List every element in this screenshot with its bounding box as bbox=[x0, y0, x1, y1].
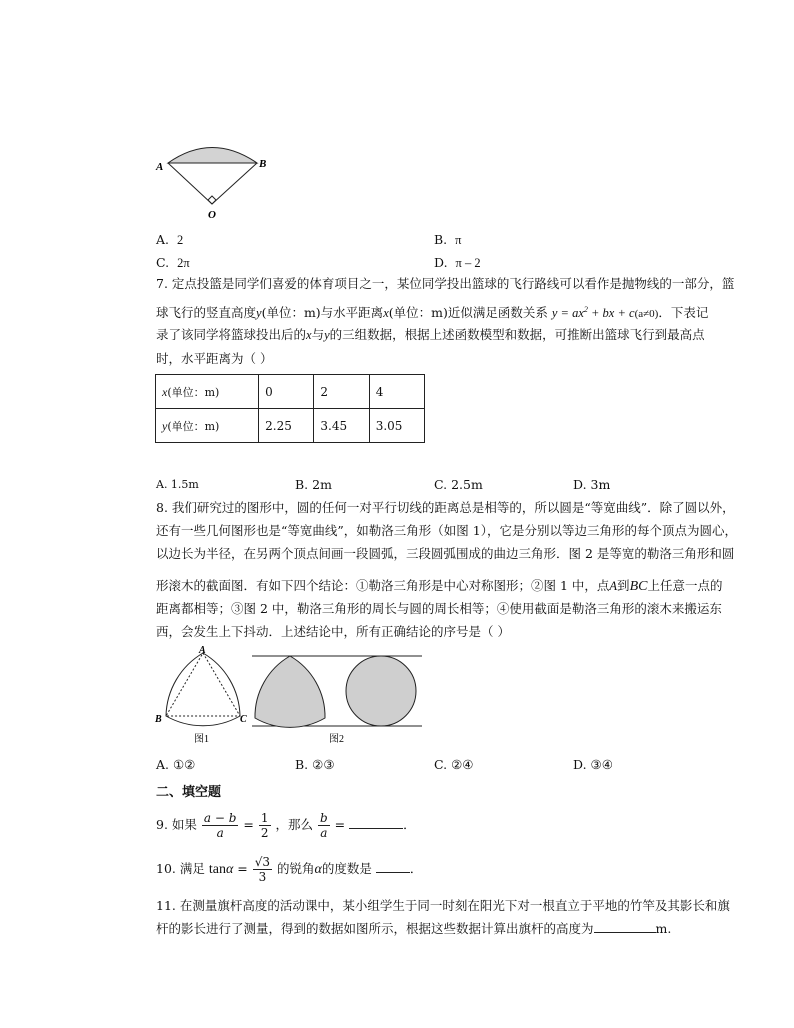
q8-option-c[interactable]: C. ②④ bbox=[434, 757, 474, 772]
inner-triangle bbox=[166, 653, 240, 716]
fig1-caption: 图1 bbox=[194, 734, 209, 745]
q8-line-6: 西，会发生上下抖动．上述结论中，所有正确结论的序号是（ ） bbox=[156, 624, 510, 639]
q6-option-c[interactable]: C. 2π bbox=[156, 255, 190, 270]
q9-answer-blank[interactable] bbox=[349, 817, 403, 829]
q10-line: 10. 满足 tanα = $\frac{√3}{3}$ 的锐角α的度数是 ． bbox=[156, 855, 423, 884]
q9-fraction-1: $\frac{a - b}{a}$ bbox=[203, 811, 237, 840]
label-b: B bbox=[259, 158, 267, 170]
table-cell: 2.25 bbox=[259, 409, 314, 443]
q7-option-d[interactable]: D. 3m bbox=[573, 477, 611, 492]
q8-line-3: 以边长为半径，在另两个顶点间画一段圆弧，三段圆弧围成的曲边三角形．图 2 是等宽的勒洛三角形和圆 bbox=[156, 546, 735, 561]
table-cell: 3.05 bbox=[369, 409, 424, 443]
radius-ob bbox=[212, 163, 257, 204]
q10-answer-blank[interactable] bbox=[376, 861, 410, 873]
table-cell: 4 bbox=[369, 375, 424, 409]
circle-roller bbox=[346, 656, 416, 726]
table-cell: 3.45 bbox=[314, 409, 369, 443]
q6-option-b[interactable]: B. π bbox=[434, 232, 462, 247]
q7-line-4: 时，水平距离为（ ） bbox=[156, 351, 273, 366]
q11-line-2: 杆的影长进行了测量，得到的数据如图所示，根据这些数据计算出旗杆的高度为 m. bbox=[156, 921, 672, 936]
q7-option-c[interactable]: C. 2.5m bbox=[434, 477, 483, 492]
sector-figure bbox=[150, 140, 275, 222]
rollers-figure-2 bbox=[250, 648, 430, 748]
q8-line-2: 还有一些几何图形也是“等宽曲线”，如勒洛三角形（如图 1），它是分别以等边三角形的每个顶点为圆心， bbox=[156, 523, 737, 538]
table-header-y: y(单位：m) bbox=[156, 409, 259, 443]
q9-fraction-3: $\frac{b}{a}$ bbox=[320, 811, 328, 840]
q8-line-4: 形滚木的截面图．有如下四个结论：①勒洛三角形是中心对称图形；②图 1 中，点A到BC上任意一点的 bbox=[156, 578, 723, 594]
segment-shaded bbox=[168, 148, 257, 164]
q7-option-b[interactable]: B. 2m bbox=[295, 477, 332, 492]
q9-fraction-2: $\frac{1}{2}$ bbox=[260, 811, 269, 840]
table-cell: 2 bbox=[314, 375, 369, 409]
q8-line-5: 距离都相等；③图 2 中，勒洛三角形的周长与圆的周长相等；④使用截面是勒洛三角形的滚木来搬运东 bbox=[156, 601, 722, 616]
fig1-label-b: B bbox=[155, 714, 162, 725]
q8-option-b[interactable]: B. ②③ bbox=[295, 757, 335, 772]
right-angle-mark bbox=[208, 196, 216, 204]
label-o: O bbox=[208, 209, 216, 221]
q8-line-1: 8. 我们研究过的图形中，圆的任何一对平行切线的距离总是相等的，所以圆是“等宽曲线”．除了圆以外， bbox=[156, 500, 735, 515]
q10-fraction: $\frac{√3}{3}$ bbox=[254, 855, 271, 884]
q6-option-d[interactable]: D. π – 2 bbox=[434, 255, 481, 270]
q7-line-1: 7. 定点投篮是同学们喜爱的体育项目之一，某位同学投出篮球的飞行路线可以看作是抛物线的一部分，篮 bbox=[156, 276, 735, 291]
table-row bbox=[156, 409, 425, 443]
q8-option-a[interactable]: A. ①② bbox=[156, 757, 196, 772]
radius-oa bbox=[168, 163, 212, 204]
q6-option-a[interactable]: A. 2 bbox=[156, 232, 184, 247]
q8-option-d[interactable]: D. ③④ bbox=[573, 757, 613, 772]
fig1-label-c: C bbox=[240, 714, 247, 725]
table-cell: 0 bbox=[259, 375, 314, 409]
q7-data-table bbox=[155, 374, 425, 443]
reuleaux-outline bbox=[166, 653, 240, 726]
table-row bbox=[156, 375, 425, 409]
q11-answer-blank[interactable] bbox=[594, 921, 656, 933]
reuleaux-roller bbox=[255, 656, 325, 727]
q7-formula: $y = ax^2$ + bx + c bbox=[551, 305, 635, 321]
table-header-x: x(单位：m) bbox=[156, 375, 259, 409]
fig2-caption: 图2 bbox=[329, 734, 344, 745]
section-heading: 二、填空题 bbox=[156, 785, 222, 800]
label-a: A bbox=[156, 161, 164, 173]
reuleaux-figure-1 bbox=[150, 645, 250, 750]
q7-line-3: 录了该同学将篮球投出后的x与y的三组数据，根据上述函数模型和数据，可推断出篮球飞行到最高点 bbox=[156, 327, 705, 342]
q7-line-2: 球飞行的竖直高度y(单位：m)与水平距离x(单位：m)近似满足函数关系 $y = ax^2$ + bx + c(a≠0)．下表记 bbox=[156, 305, 709, 321]
fig1-label-a: A bbox=[199, 645, 206, 656]
q7-option-a[interactable]: A. 1.5m bbox=[156, 478, 199, 491]
q9-line: 9. 如果 $\frac{a - b}{a}$ = $\frac{1}{2}$ ，那么 $\frac{b}{a}$ = ． bbox=[156, 811, 416, 840]
q11-line-1: 11. 在测量旗杆高度的活动课中，某小组学生于同一时刻在阳光下对一根直立于平地的竹竿及其影长和旗 bbox=[156, 898, 730, 913]
